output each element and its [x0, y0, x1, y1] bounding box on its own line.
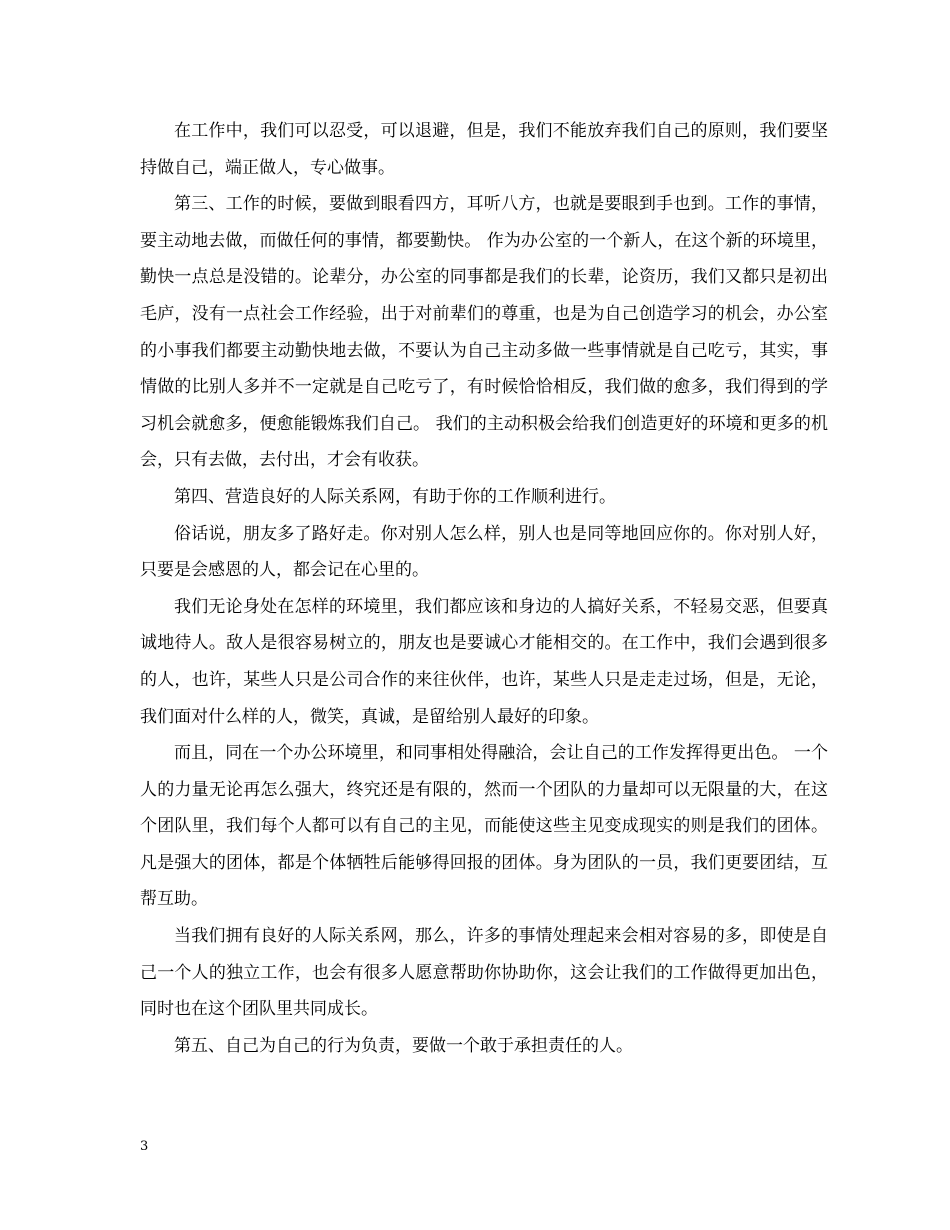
paragraph-teamwork: 而且，同在一个办公环境里，和同事相处得融洽，会让自己的工作发挥得更出色。 一个人的力量无论再怎么强大，终究还是有限的，然而一个团队的力量却可以无限量的大，在这个团队里，我们每个人都可以有自己的主见，而能使这些主见变成现实的则是我们的团体。凡是强大的团体，都是个体牺牲后能够得回报的团体。身为团队的一员，我们更要团结，互帮互助。	[140, 743, 828, 910]
document-body	[140, 113, 828, 1064]
paragraph-point-four-heading: 第四、营造良好的人际关系网，有助于你的工作顺利进行。	[174, 486, 616, 507]
paragraph-point-five-heading: 第五、自己为自己的行为负责，要做一个敢于承担责任的人。	[174, 1035, 633, 1056]
page-number: 3	[140, 1139, 149, 1154]
paragraph-principles: 在工作中，我们可以忍受，可以退避，但是，我们不能放弃我们自己的原则，我们要坚持做自己，端正做人，专心做事。	[140, 121, 828, 178]
paragraph-proverb: 俗话说，朋友多了路好走。你对别人怎么样，别人也是同等地回应你的。你对别人好，只要是会感恩的人，都会记在心里的。	[140, 523, 828, 581]
paragraph-network: 当我们拥有良好的人际关系网，那么，许多的事情处理起来会相对容易的多，即使是自己一个人的独立工作，也会有很多人愿意帮助你协助你，这会让我们的工作做得更加出色，同时也在这个团队里共同成长。	[140, 926, 828, 1020]
paragraph-relationships: 我们无论身处在怎样的环境里，我们都应该和身边的人搞好关系，不轻易交恶，但要真诚地待人。敌人是很容易树立的，朋友也是要诚心才能相交的。在工作中，我们会遇到很多的人，也许，某些人只是公司合作的来往伙伴，也许，某些人只是走走过场，但是，无论，我们面对什么样的人，微笑，真诚，是留给别人最好的印象。	[140, 596, 828, 727]
paragraph-point-three: 第三、工作的时候，要做到眼看四方，耳听八方，也就是要眼到手也到。工作的事情，要主动地去做，而做任何的事情，都要勤快。 作为办公室的一个新人，在这个新的环境里，勤快一点总是没错的。论辈分，办公室的同事都是我们的长辈，论资历，我们又都只是初出毛庐，没有一点社会工作经验，出于对前辈们的尊重，也是为自己创造学习的机会，办公室的小事我们都要主动勤快地去做，不要认为自己主动多做一些事情就是自己吃亏，其实，事情做的比别人多并不一定就是自己吃亏了，有时候恰恰相反，我们做的愈多，我们得到的学习机会就愈多，便愈能锻炼我们自己。 我们的主动积极会给我们创造更好的环境和更多的机会，只有去做，去付出，才会有收获。	[140, 194, 828, 471]
